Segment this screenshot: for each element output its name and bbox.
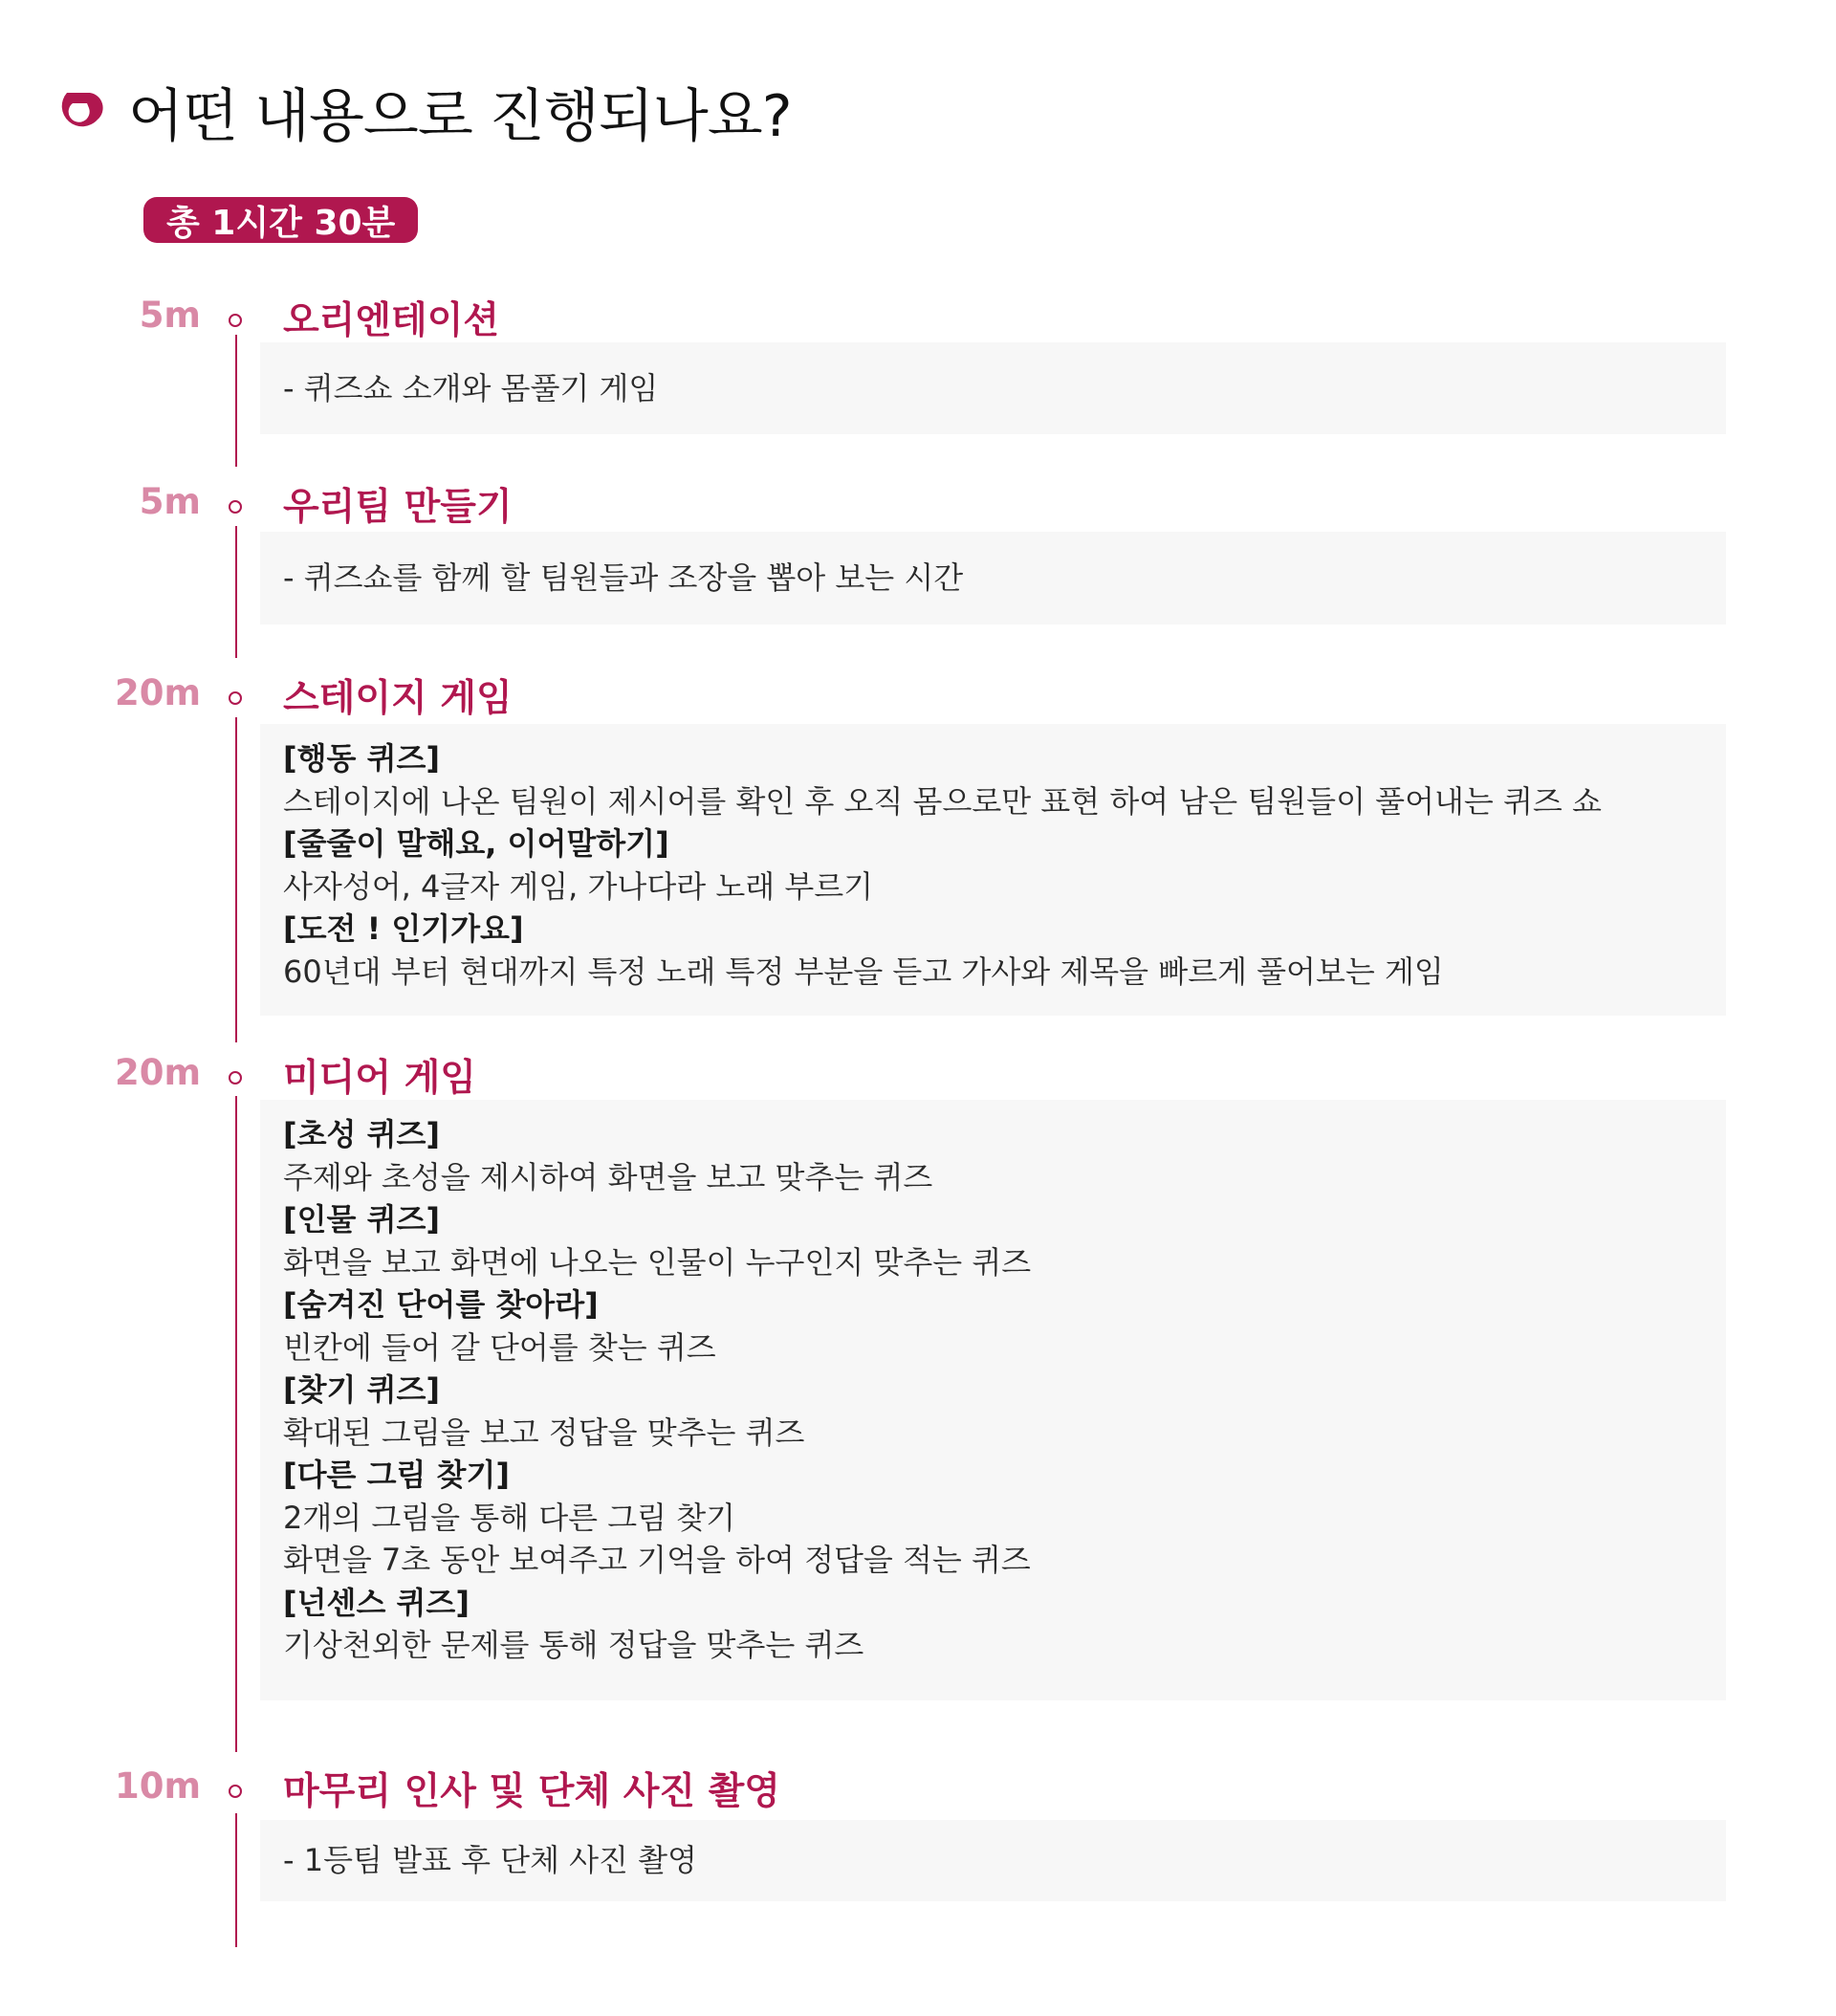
session-title: 스테이지 게임 [283, 677, 513, 720]
game-heading: [초성 퀴즈] [283, 1116, 441, 1152]
timeline-dot [229, 314, 242, 327]
description-line: - 퀴즈쇼를 함께 할 팀원들과 조장을 뽑아 보는 시간 [283, 559, 964, 596]
session-duration: 20m [114, 1052, 201, 1093]
description-line: 빈칸에 들어 갈 단어를 찾는 퀴즈 [283, 1328, 716, 1366]
timeline-dot [229, 1785, 242, 1798]
game-heading: [찾기 퀴즈] [283, 1371, 441, 1408]
timeline-dot [229, 500, 242, 514]
game-heading: [다른 그림 찾기] [283, 1457, 511, 1493]
timeline-line [235, 1096, 237, 1752]
game-heading: [도전 ! 인기가요] [283, 910, 524, 947]
description-line: - 1등팀 발표 후 단체 사진 촬영 [283, 1842, 697, 1878]
timeline-dot [229, 1071, 242, 1085]
session-duration: 5m [139, 295, 201, 336]
session-duration: 10m [114, 1765, 201, 1807]
timeline-line [235, 717, 237, 1042]
session-title: 우리팀 만들기 [283, 486, 513, 529]
total-duration-badge: 총 1시간 30분 [143, 197, 418, 243]
timeline-line [235, 335, 237, 467]
timeline-line [235, 1813, 237, 1947]
page-header [52, 69, 792, 155]
session-duration: 5m [139, 481, 201, 522]
description-line: 화면을 7초 동안 보여주고 기억을 하여 정답을 적는 퀴즈 [283, 1542, 1031, 1578]
session-title: 오리엔테이션 [283, 299, 500, 342]
session-description [260, 342, 1726, 434]
game-heading: [인물 퀴즈] [283, 1201, 441, 1238]
description-line: 스테이지에 나온 팀원이 제시어를 확인 후 오직 몸으로만 표현 하여 남은 팀원들이 풀어내는 퀴즈 쇼 [283, 782, 1602, 820]
session-title: 마무리 인사 및 단체 사진 촬영 [283, 1770, 780, 1813]
session-description [260, 1100, 1726, 1700]
description-line: 화면을 보고 화면에 나오는 인물이 누구인지 맞추는 퀴즈 [283, 1243, 1032, 1281]
timeline-line [235, 526, 237, 658]
session-duration: 20m [114, 672, 201, 713]
description-line: 기상천외한 문제를 통해 정답을 맞추는 퀴즈 [283, 1627, 864, 1663]
game-heading: [넌센스 퀴즈] [283, 1584, 470, 1621]
session-description [260, 532, 1726, 625]
description-line: 확대된 그림을 보고 정답을 맞추는 퀴즈 [283, 1413, 805, 1451]
session-title: 미디어 게임 [283, 1057, 476, 1100]
timeline-dot [229, 691, 242, 705]
description-line: 주제와 초성을 제시하여 화면을 보고 맞추는 퀴즈 [283, 1158, 933, 1195]
description-line: 60년대 부터 현대까지 특정 노래 특정 부분을 듣고 가사와 제목을 빠르게 풀어보는 게임 [283, 953, 1444, 990]
session-description [260, 724, 1726, 1016]
game-heading: [숨겨진 단어를 찾아라] [283, 1286, 599, 1323]
session-description [260, 1820, 1726, 1901]
page-title: 어떤 내용으로 진행되나요? [128, 83, 792, 150]
logo-icon [52, 85, 105, 139]
description-line: - 퀴즈쇼 소개와 몸풀기 게임 [283, 370, 659, 406]
description-line: 2개의 그림을 통해 다른 그림 찾기 [283, 1499, 736, 1536]
game-heading: [행동 퀴즈] [283, 740, 441, 777]
description-line: 사자성어, 4글자 게임, 가나다라 노래 부르기 [283, 867, 874, 905]
game-heading: [줄줄이 말해요, 이어말하기] [283, 825, 669, 862]
